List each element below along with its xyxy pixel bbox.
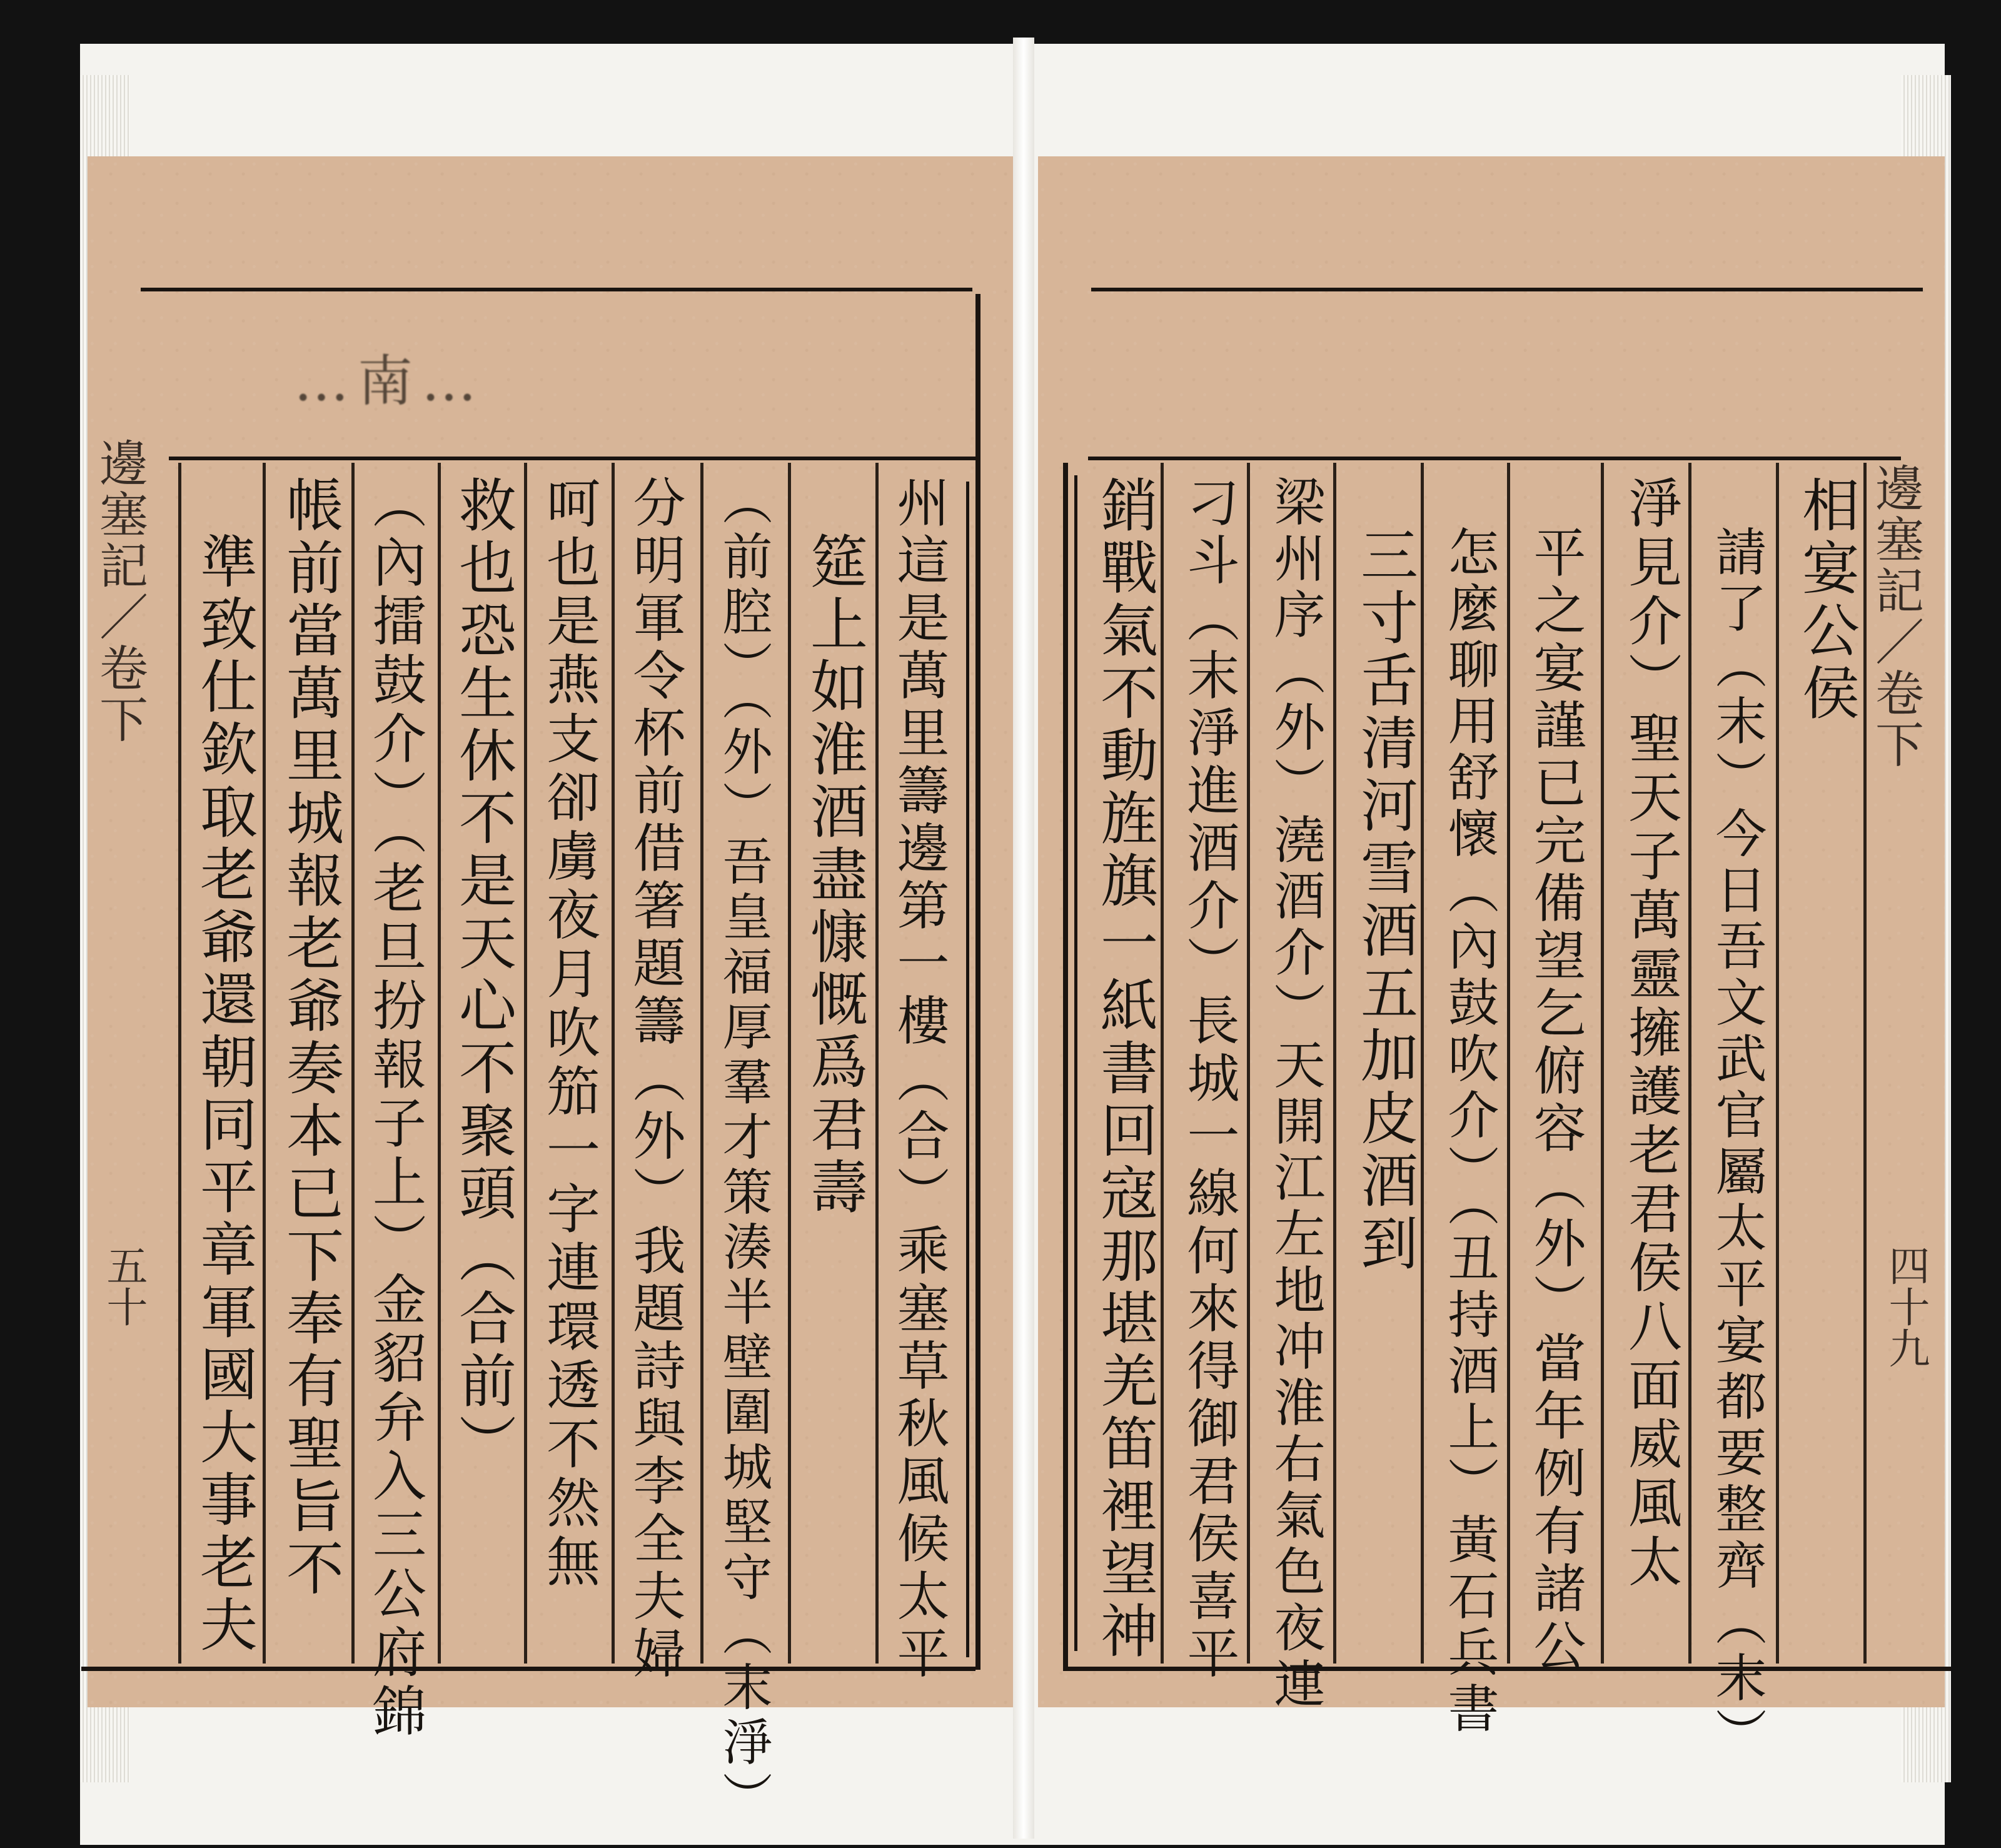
left-col-line	[612, 463, 615, 1664]
right-col-line	[1507, 463, 1510, 1664]
left-outer-rule	[975, 294, 980, 1670]
left-column-6: 分明軍令杯前借箸題籌（外）我題詩與李全夫婦	[625, 475, 686, 1684]
left-col-line	[524, 463, 527, 1664]
right-column-7: 梁州序（外）澆酒介）天開江左地冲淮右氣色夜連	[1266, 475, 1325, 1714]
left-column-5: 呵也是燕支卻虜夜月吹笳一字連環透不然無	[537, 475, 600, 1592]
left-column-3: （內擂鼓介）（老旦扮報子上）金貂弁入三公府錦	[363, 475, 426, 1742]
right-column-1: 相宴公侯	[1793, 475, 1860, 725]
right-col-line	[1333, 463, 1336, 1664]
left-column-1: 準致仕欽取老爺還朝同平章軍國大事老夫	[191, 532, 258, 1657]
right-col-line	[1247, 463, 1250, 1664]
left-column-8: 筵上如淮酒盡慷慨爲君壽	[801, 532, 868, 1219]
book-spine	[1013, 38, 1034, 1839]
right-col-line	[1161, 463, 1164, 1664]
left-inner-rule	[966, 482, 969, 1657]
left-column-7: （前腔）（外）吾皇福厚羣才策湊半壁圍城堅守（末淨）	[714, 475, 772, 1826]
right-folio: 四十九	[1882, 1245, 1930, 1368]
right-col-line	[1421, 463, 1424, 1664]
left-col-line	[178, 463, 181, 1664]
left-column-9: 州這是萬里籌邊第一樓（合）乘塞草秋風候太平	[889, 475, 950, 1684]
left-col-line	[263, 463, 266, 1664]
right-column-3: 淨見介）聖天子萬靈擁護老君侯八面威風太	[1619, 475, 1681, 1592]
left-top-rule	[141, 288, 972, 291]
right-col-line	[1688, 463, 1691, 1664]
right-col-line	[1863, 463, 1867, 1664]
right-margin-label: 邊塞記／卷下	[1867, 463, 1923, 770]
left-col-line	[788, 463, 791, 1664]
left-margin-label: 邊塞記／卷下	[91, 438, 148, 745]
right-column-4: 平之宴謹已完備望乞俯容（外）當年例有諸公	[1525, 525, 1586, 1676]
right-outer-rule	[1063, 463, 1068, 1670]
right-header-rule	[1088, 457, 1901, 460]
right-column-6: 三寸舌清河雪酒五加皮酒到	[1351, 525, 1418, 1276]
left-col-line	[700, 463, 703, 1664]
right-col-line	[1776, 463, 1779, 1664]
left-column-4: 救也恐生休不是天心不聚頭（合前）	[450, 475, 517, 1476]
left-upper-text: …南…	[294, 349, 486, 413]
right-column-8: 刁斗（末淨進酒介）長城一線何來得御君侯喜平	[1179, 475, 1240, 1684]
right-top-rule	[1091, 288, 1923, 291]
left-col-line	[438, 463, 441, 1664]
left-col-line	[351, 463, 355, 1664]
right-column-2: 請了（末）今日吾文武官屬太平宴都要整齊（末）	[1707, 525, 1767, 1764]
right-inner-rule	[1074, 475, 1077, 1651]
right-column-5: 怎麼聊用舒懷（內鼓吹介）（丑持酒上）黃石兵書	[1439, 525, 1499, 1738]
left-folio: 五十	[99, 1245, 148, 1327]
left-col-line	[875, 463, 879, 1664]
right-col-line	[1601, 463, 1604, 1664]
left-header-rule	[169, 457, 975, 460]
left-column-2: 帳前當萬里城報老爺奏本已下奉有聖旨不	[277, 475, 344, 1601]
left-bottom-rule	[81, 1667, 975, 1671]
right-column-9: 銷戰氣不動旌旗一紙書回寇那堪羌笛裡望神	[1091, 475, 1158, 1664]
